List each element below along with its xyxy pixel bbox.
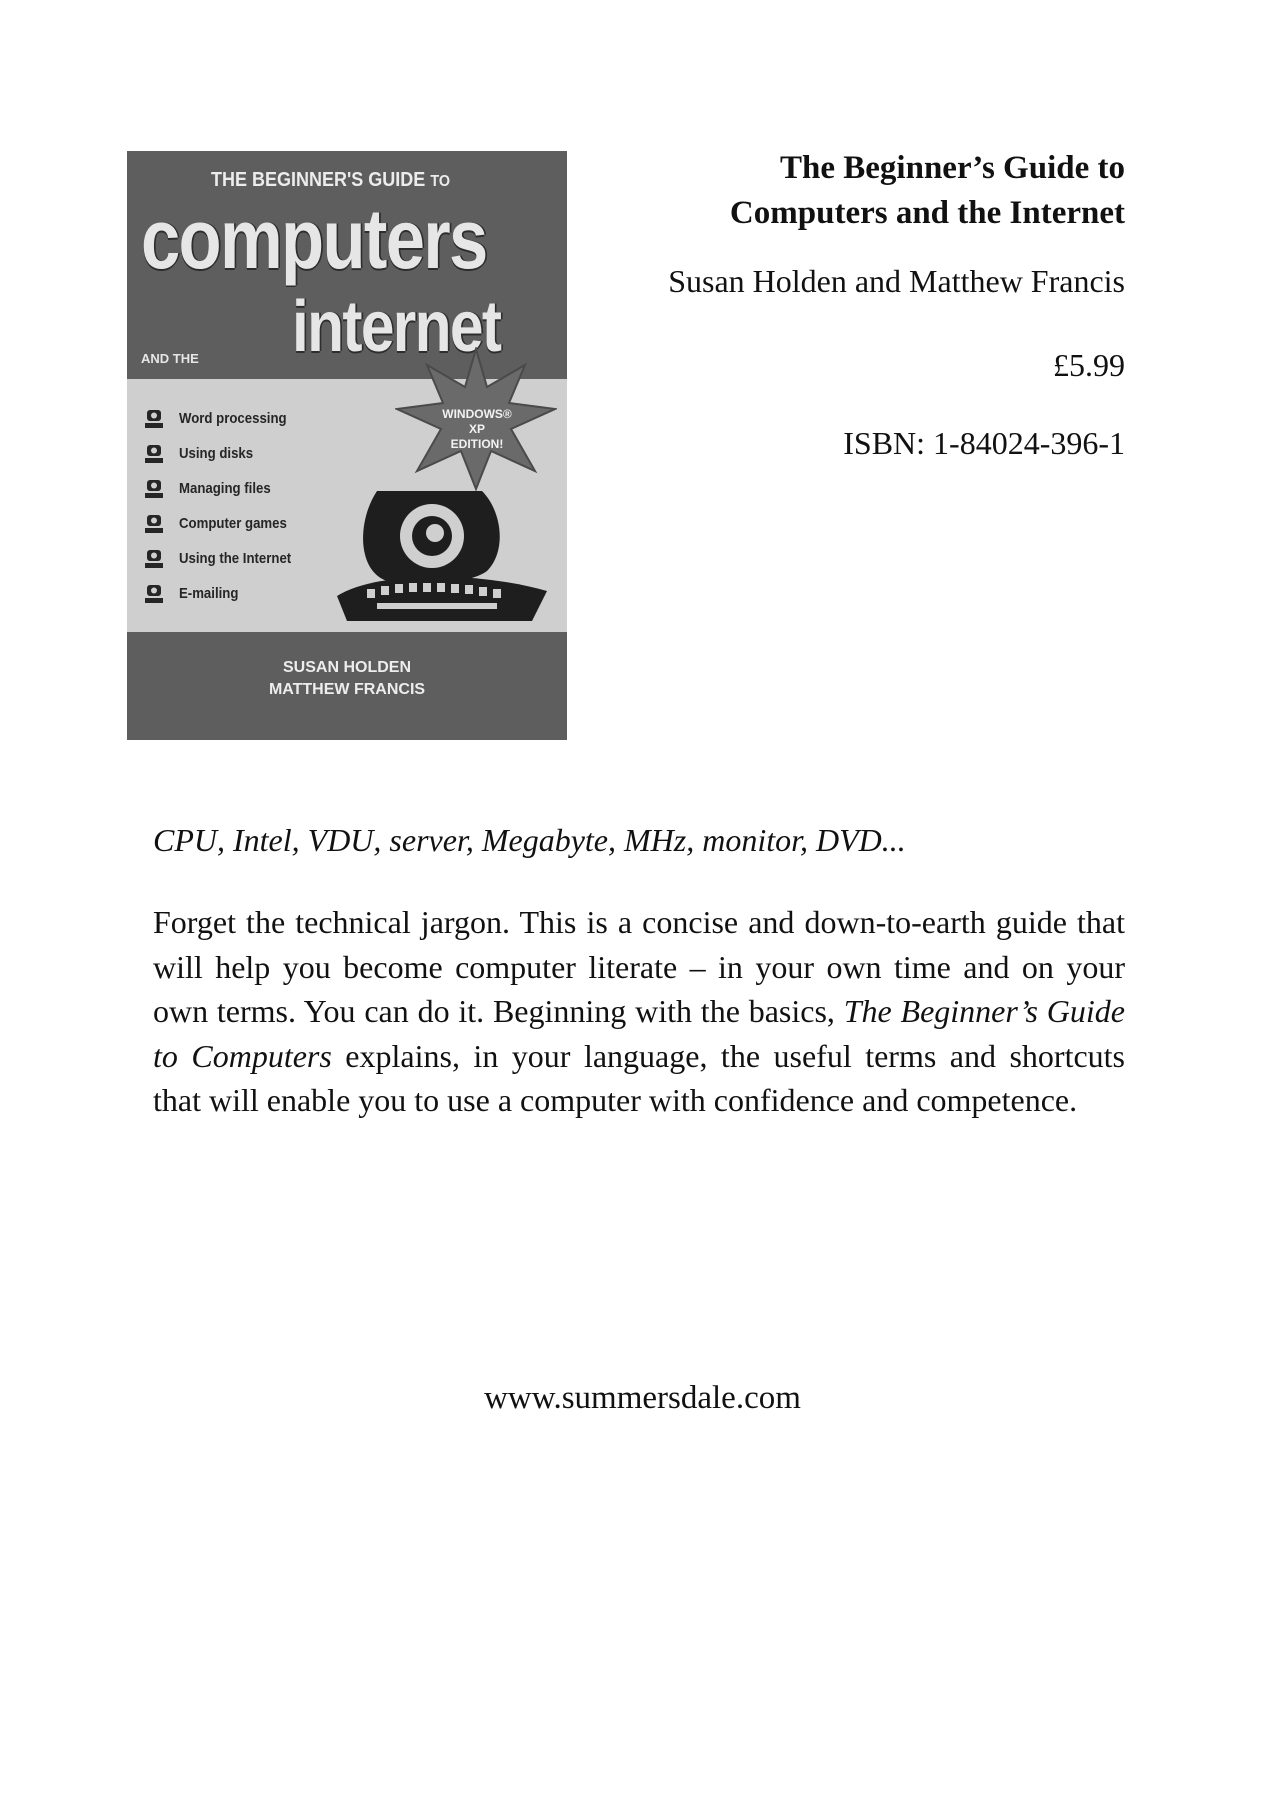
book-price: £5.99: [1053, 347, 1125, 383]
blurb-book-title: The Beginner’s Guide to Computers: [153, 993, 1126, 1074]
computer-icon: [143, 443, 165, 465]
cover-feature-list: [143, 401, 307, 611]
computer-icon: [143, 408, 165, 430]
feature-label: Managing files: [179, 480, 271, 497]
cover-feature-item: [143, 471, 307, 506]
feature-label: E-mailing: [179, 585, 239, 602]
blurb-part-1: Forget the technical jargon. This is a concise and down-to-earth guide that will help you become computer literate – in your own time and on your own terms. You can do it. Beginning with the basics,: [153, 904, 1125, 1029]
cover-authors: [127, 657, 567, 701]
cover-kicker: [211, 169, 450, 192]
book-authors: Susan Holden and Matthew Francis: [668, 263, 1125, 299]
cover-feature-item: [143, 541, 307, 576]
feature-label: Using the Internet: [179, 550, 292, 567]
cover-title-computers: computers: [141, 192, 487, 286]
badge-line-3: EDITION!: [450, 437, 504, 451]
badge-line-1: WINDOWS®: [442, 407, 512, 421]
book-isbn: ISBN: 1-84024-396-1: [843, 425, 1125, 461]
cover-feature-item: [143, 506, 307, 541]
badge-line-2: XP: [468, 422, 485, 436]
feature-label: Computer games: [179, 515, 287, 532]
cover-and-the: AND THE: [141, 351, 199, 366]
cover-kicker-to: TO: [430, 173, 451, 190]
feature-label: Word processing: [179, 410, 287, 427]
feature-label: Using disks: [179, 445, 254, 462]
computer-icon: [143, 513, 165, 535]
computer-icon: [143, 478, 165, 500]
cover-author-1: SUSAN HOLDEN: [282, 659, 411, 676]
cover-kicker-text: THE BEGINNER'S GUIDE: [211, 169, 426, 191]
book-blurb: [153, 900, 1125, 1123]
blurb-part-2: explains, in your language, the useful terms and shortcuts that will enable you to use a computer with confidence and competence.: [153, 1037, 1126, 1118]
computer-icon: [143, 548, 165, 570]
computer-icon: [143, 583, 165, 605]
book-title-line-1: The Beginner’s Guide to: [780, 150, 1125, 186]
book-cover-image: [127, 151, 567, 740]
cover-feature-item: [143, 576, 307, 611]
cover-title-internet: internet: [292, 287, 501, 367]
publisher-website: www.summersdale.com: [484, 1380, 801, 1416]
jargon-tagline: CPU, Intel, VDU, server, Megabyte, MHz, monitor, DVD...: [153, 822, 906, 858]
cover-feature-item: [143, 436, 307, 471]
cover-feature-item: [143, 401, 307, 436]
book-title: [565, 146, 1125, 236]
book-title-line-2: Computers and the Internet: [729, 195, 1125, 231]
cover-author-2: MATTHEW FRANCIS: [268, 681, 426, 698]
book-info: [565, 146, 1125, 464]
windows-xp-badge: [427, 407, 527, 452]
